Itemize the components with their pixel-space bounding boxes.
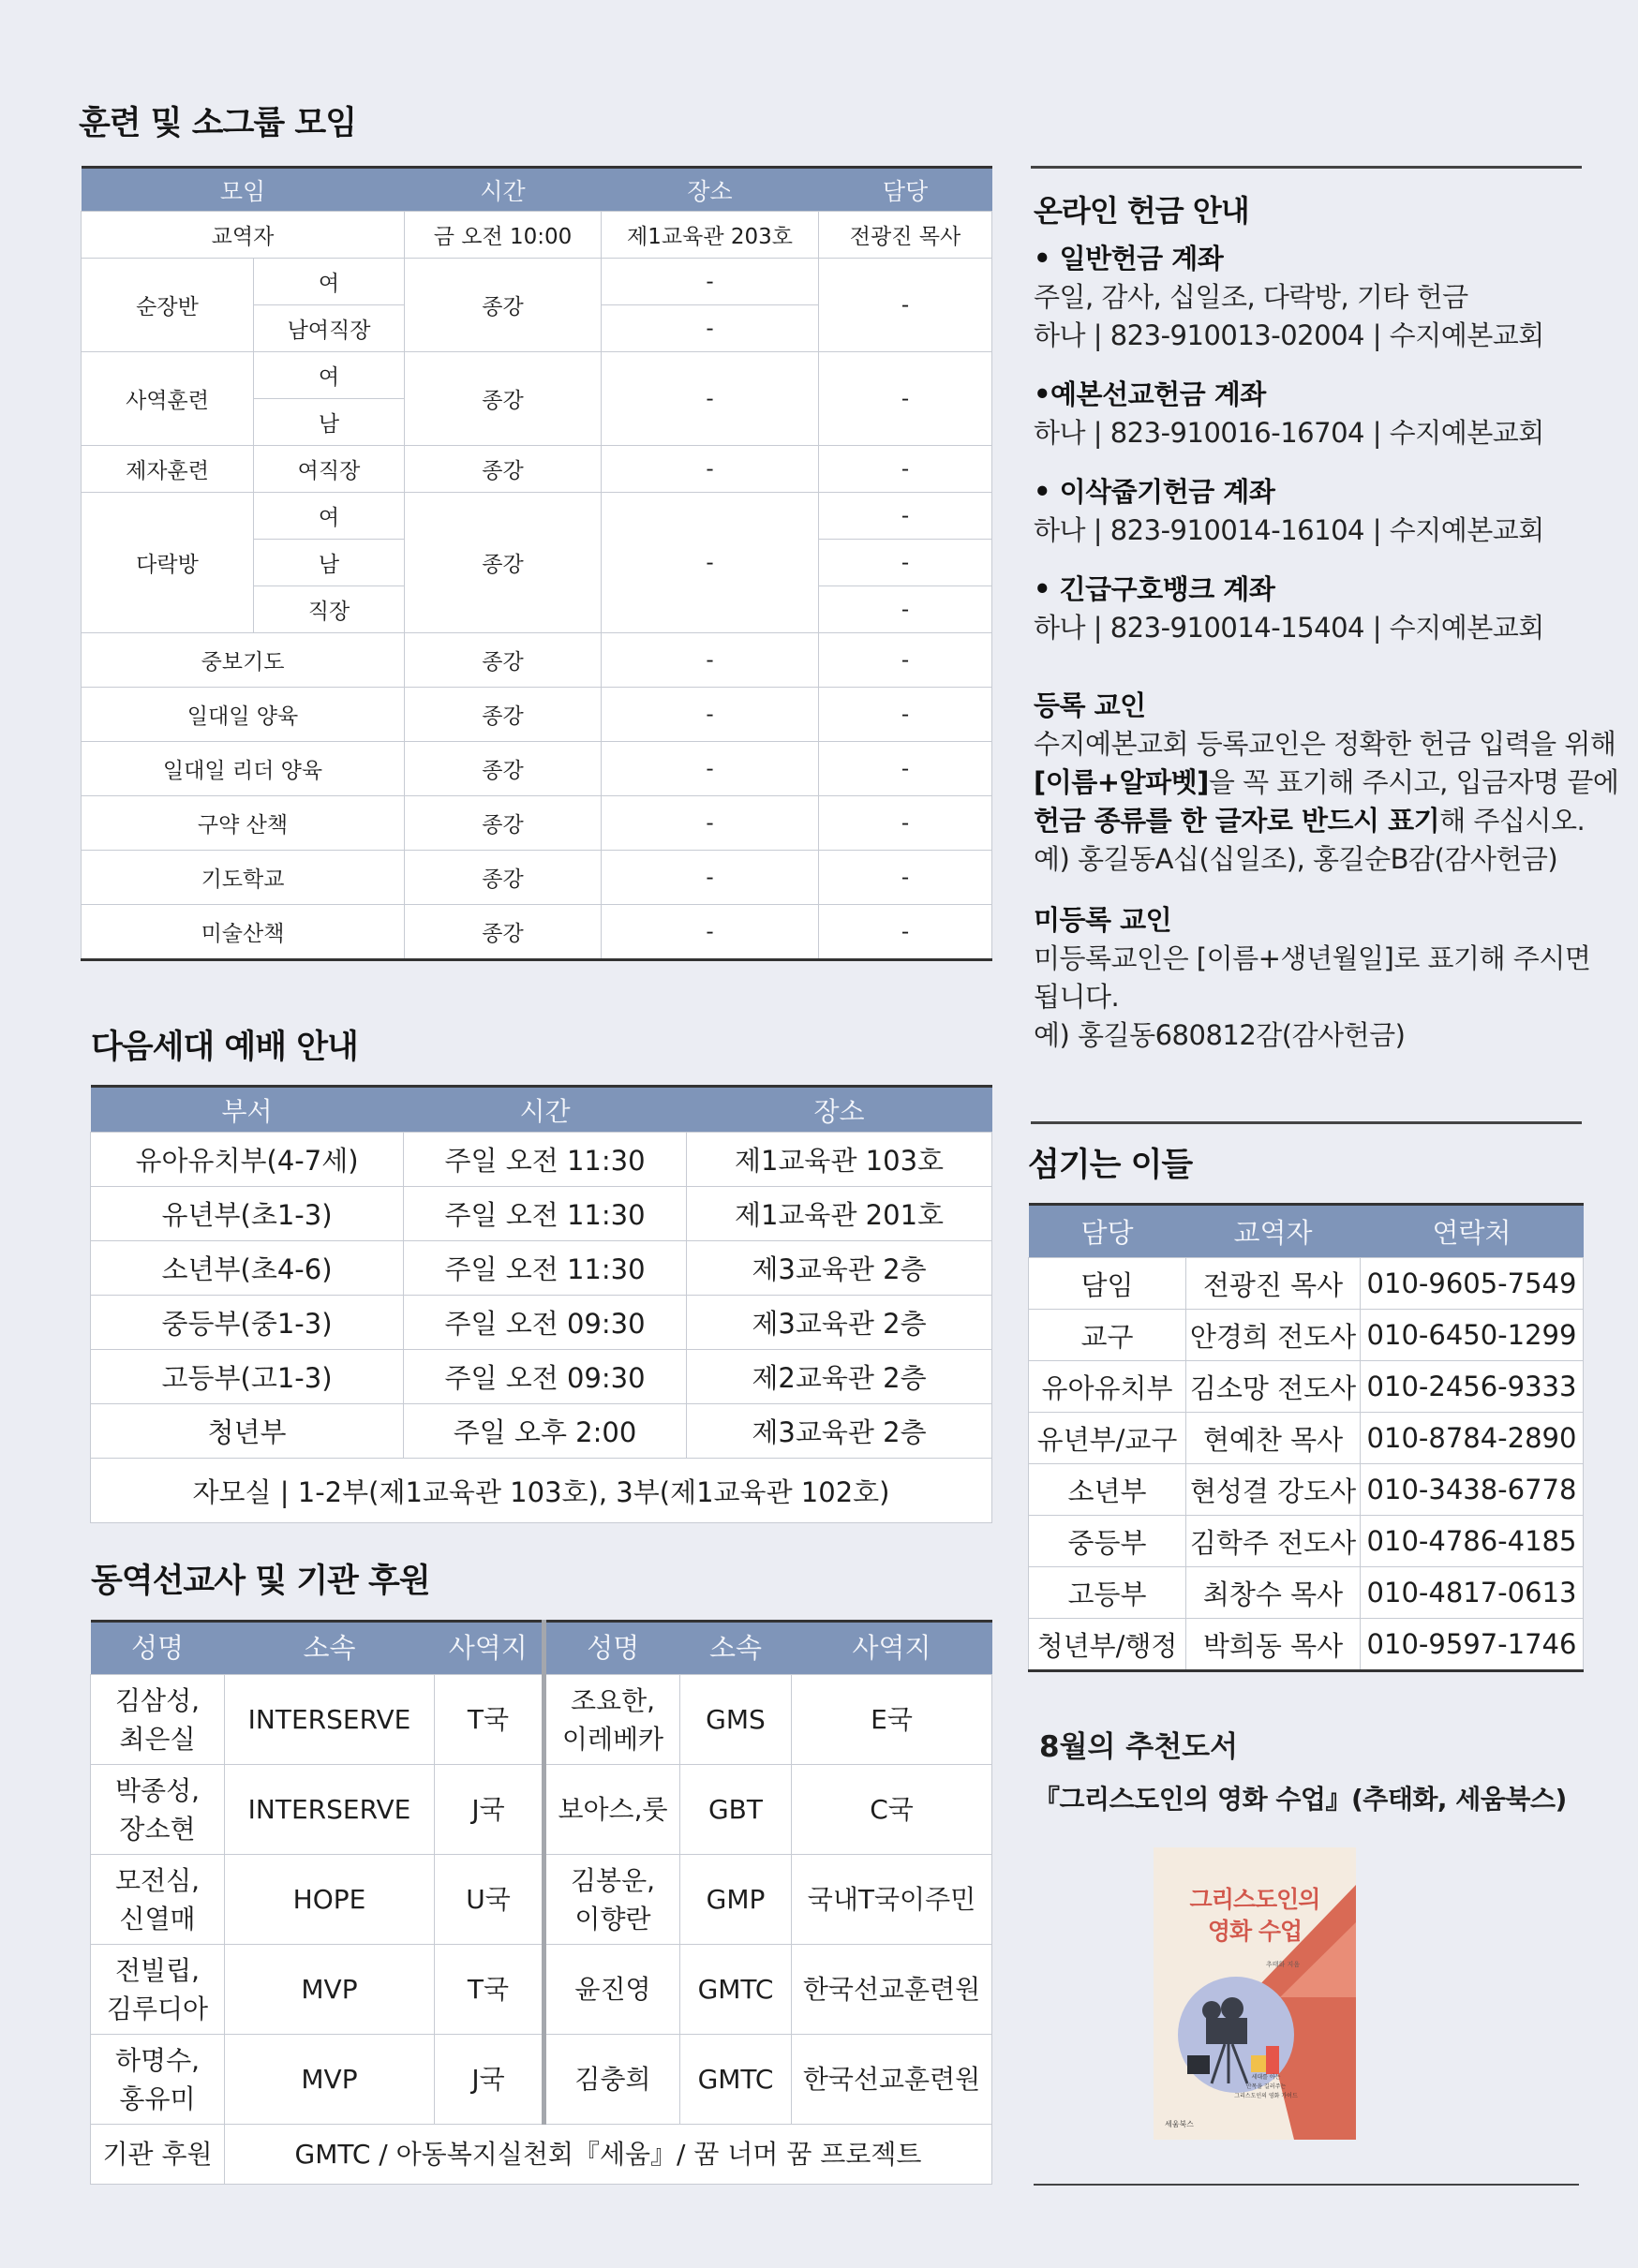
- cell: -: [602, 446, 819, 493]
- table-row: [91, 1241, 992, 1296]
- account-number: 하나 | 823-910016-16704 | 수지예본교회: [1034, 417, 1544, 449]
- table-row: [1029, 1413, 1584, 1464]
- cell: HOPE: [225, 1855, 435, 1945]
- book-desc: 『그리스도인의 영화 수업』(추태화, 세움북스): [1034, 1784, 1567, 1815]
- cell: GMP: [680, 1855, 792, 1945]
- cell: -: [819, 905, 992, 960]
- cell: 미술산책: [82, 905, 405, 960]
- col-header: 담당: [819, 168, 992, 212]
- table-row: [1029, 1361, 1584, 1413]
- cell: -: [819, 586, 992, 633]
- cell: MVP: [225, 1945, 435, 2035]
- name-line: 전빌립,: [114, 1954, 201, 1986]
- cell: INTERSERVE: [225, 1675, 435, 1765]
- cell: U국: [435, 1855, 544, 1945]
- cell: 여직장: [254, 446, 405, 493]
- cell: 제3교육관 2층: [687, 1241, 992, 1296]
- cover-line: 그리스도인의 영화 가이드: [1234, 2093, 1298, 2099]
- table-row: [82, 212, 992, 259]
- account-number: 하나 | 823-910013-02004 | 수지예본교회: [1034, 319, 1544, 351]
- cell: 전광진 목사: [819, 212, 992, 259]
- cell: E국: [792, 1675, 992, 1765]
- table-row: [91, 1945, 992, 2035]
- cell: 기도학교: [82, 851, 405, 905]
- cell: 종강: [405, 446, 602, 493]
- cell: -: [602, 352, 819, 446]
- cell: 010-9605-7549: [1361, 1258, 1584, 1310]
- divider: [1034, 2184, 1579, 2186]
- cell: 김소망 전도사: [1186, 1361, 1361, 1413]
- cell: -: [602, 905, 819, 960]
- table-row: [91, 1187, 992, 1241]
- table-row: [1029, 1567, 1584, 1619]
- offering-info: [1034, 240, 1618, 1055]
- registered-head: 등록 교인: [1034, 689, 1146, 721]
- col-header: 연락처: [1361, 1205, 1584, 1258]
- cell: 김학주 전도사: [1186, 1516, 1361, 1567]
- cell: 직장: [254, 586, 405, 633]
- account-desc: 주일, 감사, 십일조, 다락방, 기타 헌금: [1034, 281, 1468, 313]
- cell: 남여직장: [254, 305, 405, 352]
- sponsor-label: 기관 후원: [91, 2125, 225, 2185]
- cell: 주일 오전 11:30: [404, 1133, 687, 1187]
- cell: 국내T국이주민: [792, 1855, 992, 1945]
- table-header-row: [91, 1087, 992, 1133]
- name-line: 윤진영: [574, 1974, 651, 2005]
- cell: 주일 오전 09:30: [404, 1296, 687, 1350]
- col-header: 장소: [687, 1087, 992, 1133]
- table-row: [1029, 1516, 1584, 1567]
- unregistered-line: 됩니다.: [1034, 981, 1120, 1013]
- cell: 종강: [405, 796, 602, 851]
- name-line: 김루디아: [106, 1993, 209, 2024]
- cell: 여: [254, 493, 405, 540]
- book-title: 8월의 추천도서: [1039, 1730, 1239, 1764]
- cell: 제자훈련: [82, 446, 254, 493]
- cell: -: [819, 540, 992, 586]
- cell: 일대일 양육: [82, 688, 405, 742]
- cell: -: [602, 305, 819, 352]
- cell: 종강: [405, 352, 602, 446]
- account-block: [1034, 571, 1618, 647]
- unregistered-example: 예) 홍길동680812감(감사헌금): [1034, 1019, 1406, 1051]
- cover-title-1: 그리스도인의: [1189, 1886, 1320, 1913]
- cell: 주일 오전 11:30: [404, 1187, 687, 1241]
- sponsor-value: GMTC / 아동복지실천회『세움』/ 꿈 너머 꿈 프로젝트: [225, 2125, 992, 2185]
- cell: [91, 1765, 225, 1855]
- cell: 유아유치부: [1029, 1361, 1186, 1413]
- table-row: [82, 633, 992, 688]
- cell: 제1교육관 103호: [687, 1133, 992, 1187]
- cell: 일대일 리더 양육: [82, 742, 405, 796]
- col-header: 소속: [225, 1622, 435, 1675]
- unregistered-head: 미등록 교인: [1034, 904, 1172, 936]
- table-row: [91, 1459, 992, 1523]
- cell: -: [819, 493, 992, 540]
- table-header-row: [82, 168, 992, 212]
- book-cover-image: [1154, 1847, 1356, 2140]
- col-header: 장소: [602, 168, 819, 212]
- unregistered-line: 미등록교인은 [이름+생년월일]로 표기해 주시면: [1034, 942, 1591, 974]
- table-row: [82, 688, 992, 742]
- account-number: 하나 | 823-910014-15404 | 수지예본교회: [1034, 612, 1544, 644]
- table-row: [91, 1133, 992, 1187]
- name-line: 이향란: [574, 1903, 651, 1934]
- cell: 청년부: [91, 1404, 404, 1459]
- cell: 종강: [405, 688, 602, 742]
- registered-line: [이름+알파벳]을 꼭 표기해 주시고, 입금자명 끝에: [1034, 766, 1619, 798]
- cell: -: [602, 633, 819, 688]
- table-row: [91, 1296, 992, 1350]
- col-header: 시간: [405, 168, 602, 212]
- account-block: [1034, 376, 1618, 452]
- missionaries-title: 동역선교사 및 기관 후원: [91, 1563, 430, 1600]
- nursery-note: 자모실 | 1-2부(제1교육관 103호), 3부(제1교육관 102호): [91, 1459, 992, 1523]
- table-header-row: [91, 1622, 992, 1675]
- cell: 제3교육관 2층: [687, 1404, 992, 1459]
- offering-title: 온라인 헌금 안내: [1034, 193, 1249, 229]
- cell: 010-6450-1299: [1361, 1310, 1584, 1361]
- cell: 종강: [405, 742, 602, 796]
- cell: J국: [435, 1765, 544, 1855]
- training-title: 훈련 및 소그룹 모임: [79, 105, 357, 142]
- table-row: [82, 905, 992, 960]
- col-header: 모임: [82, 168, 405, 212]
- cell: 제1교육관 201호: [687, 1187, 992, 1241]
- table-row: [1029, 1619, 1584, 1671]
- cell: -: [602, 851, 819, 905]
- cell: [544, 1675, 680, 1765]
- cell: 유년부(초1-3): [91, 1187, 404, 1241]
- cell: J국: [435, 2035, 544, 2125]
- account-head: •예본선교헌금 계좌: [1034, 378, 1266, 410]
- cell: [544, 1855, 680, 1945]
- table-row: [1029, 1258, 1584, 1310]
- cell: GMTC: [680, 1945, 792, 2035]
- table-row: [91, 1675, 992, 1765]
- cell: 교역자: [82, 212, 405, 259]
- account-head: • 일반헌금 계좌: [1034, 243, 1224, 274]
- staff-title: 섬기는 이들: [1028, 1147, 1193, 1184]
- cell: [91, 1675, 225, 1765]
- name-line: 장소현: [119, 1813, 196, 1845]
- cell: 남: [254, 540, 405, 586]
- cell: 중보기도: [82, 633, 405, 688]
- cell: [91, 1855, 225, 1945]
- table-row: [82, 493, 992, 540]
- cell: GMTC: [680, 2035, 792, 2125]
- cell: 010-4817-0613: [1361, 1567, 1584, 1619]
- cover-author: 추태화 지음: [1266, 1961, 1301, 1968]
- cell: -: [819, 851, 992, 905]
- cell: MVP: [225, 2035, 435, 2125]
- col-header: 소속: [680, 1622, 792, 1675]
- cell: -: [602, 742, 819, 796]
- cell: 주일 오후 2:00: [404, 1404, 687, 1459]
- col-header: 성명: [91, 1622, 225, 1675]
- cell: -: [602, 493, 819, 633]
- cell: 한국선교훈련원: [792, 1945, 992, 2035]
- cell: -: [819, 633, 992, 688]
- col-header: 담당: [1029, 1205, 1186, 1258]
- cell: C국: [792, 1765, 992, 1855]
- table-header-row: [1029, 1205, 1584, 1258]
- staff-table: [1028, 1203, 1584, 1672]
- missionaries-table: [90, 1620, 992, 2185]
- cell: 010-9597-1746: [1361, 1619, 1584, 1671]
- table-row: [91, 1765, 992, 1855]
- cover-publisher: 세움북스: [1165, 2120, 1194, 2128]
- cell: 구약 산책: [82, 796, 405, 851]
- cell: [91, 1945, 225, 2035]
- table-row: [1029, 1464, 1584, 1516]
- table-row: [91, 1350, 992, 1404]
- cell: 종강: [405, 633, 602, 688]
- cell: T국: [435, 1945, 544, 2035]
- cell: 010-2456-9333: [1361, 1361, 1584, 1413]
- divider: [1031, 1121, 1582, 1124]
- cell: 종강: [405, 259, 602, 352]
- table-row: [1029, 1310, 1584, 1361]
- name-line: 김봉운,: [570, 1864, 656, 1896]
- cell: 010-4786-4185: [1361, 1516, 1584, 1567]
- cell: -: [602, 259, 819, 305]
- table-row: [91, 1404, 992, 1459]
- table-row: [82, 742, 992, 796]
- cell: GMS: [680, 1675, 792, 1765]
- cell: 주일 오전 11:30: [404, 1241, 687, 1296]
- name-line: 김삼성,: [114, 1684, 201, 1716]
- registered-block: [1034, 687, 1618, 879]
- table-row: [82, 796, 992, 851]
- cell: 제3교육관 2층: [687, 1296, 992, 1350]
- cell: 종강: [405, 493, 602, 633]
- cell: 010-3438-6778: [1361, 1464, 1584, 1516]
- cell: 중등부(중1-3): [91, 1296, 404, 1350]
- account-head: • 이삭줍기헌금 계좌: [1034, 476, 1275, 508]
- cell: [544, 2035, 680, 2125]
- name-line: 홍유미: [119, 2083, 196, 2114]
- name-line: 이레베카: [561, 1723, 664, 1755]
- cell: T국: [435, 1675, 544, 1765]
- cell: 고등부(고1-3): [91, 1350, 404, 1404]
- name-line: 조요한,: [570, 1684, 656, 1716]
- cell: 종강: [405, 851, 602, 905]
- divider: [1031, 166, 1582, 169]
- table-row: [91, 2035, 992, 2125]
- table-row: [91, 2125, 992, 2185]
- cell: [544, 1765, 680, 1855]
- cell: 박희동 목사: [1186, 1619, 1361, 1671]
- name-line: 모전심,: [114, 1864, 201, 1896]
- cell: 현예찬 목사: [1186, 1413, 1361, 1464]
- account-block: [1034, 240, 1618, 355]
- registered-line: 헌금 종류를 한 글자로 반드시 표기해 주십시오.: [1034, 805, 1586, 837]
- table-row: [82, 851, 992, 905]
- next-gen-title: 다음세대 예배 안내: [91, 1029, 358, 1066]
- table-row: [82, 352, 992, 399]
- table-row: [82, 446, 992, 493]
- cover-line: 세대를 아는: [1251, 2074, 1281, 2081]
- account-number: 하나 | 823-910014-16104 | 수지예본교회: [1034, 514, 1544, 546]
- table-row: [91, 1855, 992, 1945]
- cell: 소년부: [1029, 1464, 1186, 1516]
- cell: 사역훈련: [82, 352, 254, 446]
- cell: 유년부/교구: [1029, 1413, 1186, 1464]
- cell: [91, 2035, 225, 2125]
- training-table: [81, 166, 992, 961]
- unregistered-block: [1034, 901, 1618, 1055]
- cell: 안경희 전도사: [1186, 1310, 1361, 1361]
- cell: 여: [254, 259, 405, 305]
- next-gen-table: [90, 1085, 992, 1523]
- cell: 제2교육관 2층: [687, 1350, 992, 1404]
- cell: 고등부: [1029, 1567, 1186, 1619]
- cell: -: [819, 352, 992, 446]
- cell: [544, 1945, 680, 2035]
- name-line: 김충희: [574, 2064, 651, 2095]
- cell: -: [819, 742, 992, 796]
- cell: -: [819, 796, 992, 851]
- cell: -: [819, 688, 992, 742]
- cell: 주일 오전 09:30: [404, 1350, 687, 1404]
- table-row: [82, 259, 992, 305]
- col-header: 교역자: [1186, 1205, 1361, 1258]
- cell: 소년부(초4-6): [91, 1241, 404, 1296]
- name-line: 박종성,: [114, 1774, 201, 1806]
- name-line: 보아스,룻: [558, 1794, 668, 1825]
- name-line: 최은실: [119, 1723, 196, 1755]
- cell: 담임: [1029, 1258, 1186, 1310]
- name-line: 신열매: [119, 1903, 196, 1934]
- col-header: 사역지: [792, 1622, 992, 1675]
- cell: -: [602, 688, 819, 742]
- cell: 유아유치부(4-7세): [91, 1133, 404, 1187]
- cell: -: [819, 446, 992, 493]
- cell: 010-8784-2890: [1361, 1413, 1584, 1464]
- cell: INTERSERVE: [225, 1765, 435, 1855]
- cell: 중등부: [1029, 1516, 1186, 1567]
- cell: 한국선교훈련원: [792, 2035, 992, 2125]
- cover-title-2: 영화 수업: [1207, 1918, 1303, 1945]
- registered-line: 수지예본교회 등록교인은 정확한 헌금 입력을 위해: [1034, 728, 1616, 760]
- col-header: 부서: [91, 1087, 404, 1133]
- cell: GBT: [680, 1765, 792, 1855]
- cell: 여: [254, 352, 405, 399]
- cell: 순장반: [82, 259, 254, 352]
- cell: -: [602, 796, 819, 851]
- cell: 청년부/행정: [1029, 1619, 1186, 1671]
- cell: 전광진 목사: [1186, 1258, 1361, 1310]
- cell: 교구: [1029, 1310, 1186, 1361]
- registered-example: 예) 홍길동A십(십일조), 홍길순B감(감사헌금): [1034, 843, 1558, 875]
- cell: -: [819, 259, 992, 352]
- account-block: [1034, 473, 1618, 550]
- col-header: 사역지: [435, 1622, 544, 1675]
- cell: 최창수 목사: [1186, 1567, 1361, 1619]
- cell: 남: [254, 399, 405, 446]
- col-header: 성명: [544, 1622, 680, 1675]
- cell: 제1교육관 203호: [602, 212, 819, 259]
- cell: 종강: [405, 905, 602, 960]
- cell: 금 오전 10:00: [405, 212, 602, 259]
- name-line: 하명수,: [114, 2044, 201, 2076]
- account-head: • 긴급구호뱅크 계좌: [1034, 573, 1275, 605]
- cover-line: 안목을 길러주는: [1245, 2083, 1287, 2090]
- col-header: 시간: [404, 1087, 687, 1133]
- cell: 현성결 강도사: [1186, 1464, 1361, 1516]
- cell: 다락방: [82, 493, 254, 633]
